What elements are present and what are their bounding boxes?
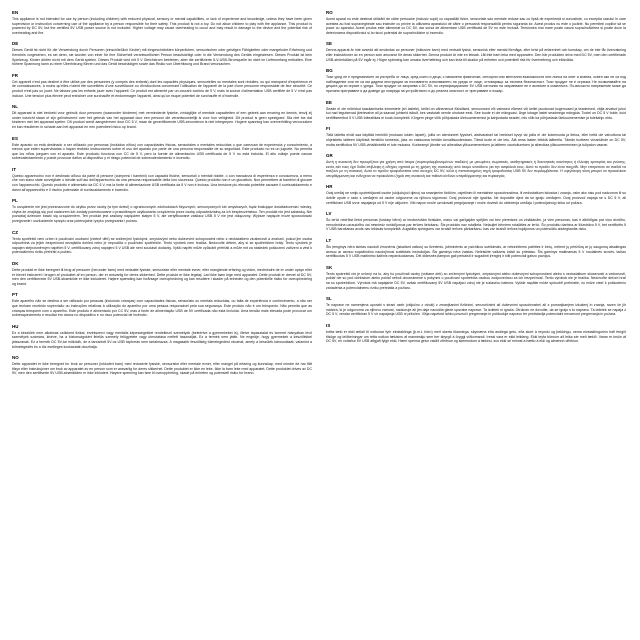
language-code: ES	[12, 135, 19, 141]
language-entry	[12, 324, 312, 349]
language-text: Dit apparaat is niet bedoeld voor gebruik door personen (waaronder kinderen) met verminderde fysieke, zintuiglijke of mentale capaciteiten of een gebrek aan ervaring en kennis, tenzij zij onder toezicht staan of zijn geïnstrueerd over het gebruik van het apparaat door een persoon die verantwoordelijk is voor hun veiligheid. Dit product is geen speelgoed. Sta niet toe dat kinderen met het apparaat spelen. Dit product wordt aangedreven door DC 5 V, maar de gecertificeerde USB-stroombron is niet inbegrepen. Hogere spanning kan oververhitting veroorzaken en kan resulteren in schade aan het apparaat en een potentieel risico op brand.	[12, 111, 312, 129]
language-text: Cet appareil n'est pas destiné à être utilisé par des personnes (y compris des enfants) dont les capacités physiques, sensorielles ou mentales sont réduites, ou qui manquent d'expérience et de connaissances, à moins qu'elles n'aient été surveillées d'une surveillance ou d'instructions concernant l'utilisation de l'appareil de la part d'une personne responsable de leur sécurité. Ce produit n'est pas un jouet. Ne laissez pas les enfants jouer avec l'appareil. Ce produit est alimenté par un courant continu de 5 V, mais la source d'alimentation USB certifiée de 5 V n'est pas incluse. Une tension plus élevée peut entraîner une surchauffe et endommager l'appareil, ainsi qu'un risque potentiel de surchauffe et d'incendie.	[12, 79, 312, 98]
language-code: IS	[326, 322, 331, 328]
language-entry	[326, 323, 626, 344]
language-entry	[326, 100, 626, 121]
language-entry	[12, 167, 312, 192]
language-code: EN	[12, 10, 19, 15]
language-text: Този уред не е предназначен за употреба от лица, сред които и деца, с намалени физически, сензорни или ментални възможности или липса на опит и знания, освен ако не са под наблюдение или не са им дадени инструкции за ползването използването на уреда от лице, отговарящо за тяхната безопасност. Този продукт не е играчка. Не позволявайте на децата да си играят с уреда. Този продукт се захранва с DC 5V, но сертифицираният 5V USB източник на захранване не е включен в комплекта. По-високото напрежение може да причини прегряване и да доведе до повреда на устройството и до реална опасност от прегряване и пожар.	[326, 75, 626, 93]
language-entry	[12, 261, 312, 286]
language-entry	[12, 355, 312, 376]
language-code: NL	[12, 104, 19, 110]
language-code: LT	[326, 238, 332, 244]
language-text: Ovaj uređaj ne smiju upotrebljavati osobe (uključujući djecu) sa smanjenim fizičkim, osjetilnim ili mentalnim sposobnostima, ili nedostatkom iskustva i znanja, osim ako nisu pod nadzorom ili su dobile upute o radu s uređajem od osobe odgovorne za njihovu sigurnost. Ovaj proizvod nije igračka. Ne dopustite djeci da se igraju uređajem. Ovaj proizvod napaja se s DC 5 V, ali certificirani USB izvor napajanja od 5 V nije uključen. Viši napon može uzrokovati pregrijavanje i može dovesti do oštećenja uređaja i potencijalnog rizika od požara.	[326, 191, 626, 205]
language-code: SE	[326, 41, 333, 47]
language-text: Αυτή η συσκευή δεν προορίζεται για χρήση από άτομα (συμπεριλαμβανομένων παιδιών) με μειωμένες σωματικές, αισθητηριακές ή διανοητικές ικανότητες ή έλλειψη εμπειρίας και γνώσης, εκτός εάν τους έχει δοθεί επίβλεψη ή οδηγίες σχετικά με τη χρήση της συσκευής από άτομο υπεύθυνο για την ασφάλειά τους. Αυτό το προϊόν δεν είναι παιχνίδι. Μην επιτρέπετε σε παιδιά να παίζουν με τη συσκευή. Αυτό το προϊόν τροφοδοτείται από συνεχές DC 5V, αλλά η πιστοποιημένη πηγή τροφοδοσίας USB 5V δεν περιλαμβάνεται. Η υψηλότερη τάση μπορεί να προκαλέσει υπερθέρμανση και ενδέχεται να προκαλέσει ζημιά στη συσκευή και πιθανό κίνδυνο υπερθέρμανσης και πυρκαγιάς.	[326, 160, 626, 178]
language-entry	[12, 230, 312, 255]
language-code: HR	[326, 184, 333, 190]
language-entry	[12, 292, 312, 317]
language-text: This appliance is not intended for use by person (including children) with reduced physical, sensory or mental capabilities, or lack of experience and knowledge, unless they have been given supervision or instruction concerning use of the appliance by a person responsible for their safety. This product is not a toy. Do not allow children to play with the appliance. This product is powered by DC 5V, but the certified 5V USB power source is not included. Higher voltage may cause overheating to occur and may result in damage to the device and the potential risk of overheating and fire.	[12, 17, 312, 35]
language-entry	[326, 153, 626, 178]
language-text: Tätä laitetta eivät saa käyttää henkilöt (mukaan lukien lapset), joilla on alentuneet fyysiset, aistivaraiset tai henkiset kyvyt tai joilla ei ole kokemusta ja tietoa, ellei heitä ole valvottuna tai ohjeistettu laitteen käytöstä henkilön toimesta, joka on vastuussa heidän turvallisuudestaan. Tämä tuote ei ole lelu. Älä anna lasten leikkiä laitteella. Tämän tuotteen virranlähde on DC 5V, mutta sertifioitua 5V USB-virtalähdettä ei tule mukana. Korkeampi jännite voi aiheuttaa ylikuumenemisen ja laitteen vaurioitumisen ja aiheuttaa ylikuumenemisen ja tulipalon vaaran.	[326, 133, 626, 147]
column-right	[326, 10, 626, 634]
language-code: PT	[12, 292, 18, 298]
language-text: Este aparelho não se destina a ser utilizado por pessoas (incluindo crianças) com capacidades físicas, sensoriais ou mentais reduzidas, ou falta de experiência e conhecimento, a não ser que tenham recebido supervisão ou instruções relativas à utilização do aparelho por uma pessoa responsável pela sua segurança. Este produto não é um brinquedo. Não permita que as crianças brinquem com o aparelho. Este produto é alimentado por CC 5V, mas a fonte de alimentação USB de 5V certificada não está incluída. Uma tensão mais elevada pode provocar um sobreaquecimento e resultar em danos no dispositivo e no risco potencial de incêndio.	[12, 299, 312, 318]
language-text: Šo ierīci nedrīkst lietot personas (tostarp bērni) ar ierobežotām fiziskām, maņu vai garīgajām spējām vai bez pieredzes un zināšanām, ja vien personas, kas ir atbildīgas par viņu drošību, nenodrošina uzraudzību vai nesniedz norādījumus par ierīces lietošanu. Šis produkts nav rotaļlieta. Neļaujiet bērniem rotaļāties ar ierīci. Šo produktu darbina ar līdzstrāvu 5 V, bet sertificēts 5 V USB barošanas avots nav iekļauts komplektā. Augstāks spriegums var izraisīt ierīces pārkaršanu, kas var izraisīt ierīces bojājumus un potenciālu aizdegšanās risku.	[326, 218, 626, 232]
language-text: To urządzenie nie jest przeznaczone do użytku przez osoby (w tym dzieci) o ograniczonych zdolnościach fizycznych, sensorycznych lub umysłowych, bądź brakujące doświadczenia i wiedzy, chyba że znajdują się pod nadzorem lub zostały poinstruowane o prawidłowym użytkowaniu urządzenia przez osobę odpowiedzialną za ich bezpieczeństwo. Ten produkt nie jest zabawką. Nie pozwalaj dzieciom bawić się urządzeniem. Ten produkt jest zasilany napięciem stałym 5 V, ale certyfikowane zasilacz USB 5 V nie jest dołączony. Wyższe napięcie może spowodować przegrzanie i uszkodzenie sprzętu oraz potencjalne ryzyko przegrzania i pożaru.	[12, 205, 312, 224]
language-text: Dieses Gerät ist nicht für die Verwendung durch Personen (einschließlich Kinder) mit eingeschränkten körperlichen, sensorischen oder geistigen Fähigkeiten oder mangelnder Erfahrung und Kenntnis vorgesehen, es sei denn, sie wurden von einer für ihre Sicherheit verantwortlichen Person beaufsichtigt oder in die Verwendung des Geräts eingewiesen. Dieses Produkt ist kein Spielzeug. Kinder dürfen nicht mit dem Gerät spielen. Dieses Produkt wird mit 5 V Gleichstrom betrieben, aber die zertifizierte 5-V-USB-Stromquelle ist nicht im Lieferumfang enthalten. Eine höhere Spannung kann zu einer Überhitzung führen und das Gerät beschädigen sowie das Risiko von Überhitzung und Brand verursachen.	[12, 48, 312, 67]
language-text: Acest aparat nu este destinat utilizării de către persoane (inclusiv copii) cu capacități fizice, senzoriale sau mentale reduse sau cu lipsă de experiență și cunoștințe, cu excepția cazului în care acestea au fost supravegheate sau instruite cu privire la utilizarea aparatului de către o persoană responsabilă pentru siguranța lor. Acest produs nu este o jucărie. Nu permiteți copiilor să se joace cu aparatul. Acest produs este alimentat cu DC 5V, dar sursa de alimentare USB certificată de 5V nu este inclusă. Tensiunea mai mare poate cauza supraîncălzirea și poate duce la deteriorarea dispozitivului și la riscul potențial de supraîncălzire și incendiu.	[326, 17, 626, 35]
language-code: EE	[326, 99, 333, 105]
language-text: Este aparato no está destinado a ser utilizado por personas (incluidos niños) con capacidades físicas, sensoriales o mentales reducidas o que carezcan de experiencia y conocimiento, a menos que estén supervisadas o hayan recibido instrucciones sobre el uso del aparato por parte de una persona responsable de su seguridad. Este producto no es un juguete. No permita que los niños jueguen con el aparato. Este producto funciona con CC de 5 V, pero la fuente de alimentación USB certificada de 5 V no está incluida. El alto voltaje puede causar sobrecalentamiento y puede provocar daños al dispositivo y el riesgo potencial de sobrecalentamiento e incendio.	[12, 142, 312, 161]
language-entry	[326, 238, 626, 259]
language-entry	[326, 296, 626, 317]
language-entry	[326, 41, 626, 62]
language-code: PL	[12, 198, 18, 204]
language-entry	[12, 10, 312, 35]
language-entry	[326, 10, 626, 35]
language-entry	[12, 104, 312, 129]
language-text: Tento spotřebič není určen k používání osobami (včetně dětí) se sníženými fyzickými, smyslovými nebo duševními schopnostmi nebo s nedostatkem zkušeností a znalostí, pokud jim osoba odpovědná za jejich bezpečnost nezajistila dohled nebo je nepoučila o používání spotřebiče. Tento výrobek není hračka. Nedovolte dětem, aby si se spotřebičem hrály. Tento výrobek je napájen stejnosměrným napětím 5 V, certifikovaný zdroj napájení 5 V USB ale není součástí dodávky. Vyšší napětí může způsobit přehřátí a může mít za následek poškození zařízení a vést k potenciálnímu riziku přehřátí a požáru.	[12, 236, 312, 255]
language-text: Denna apparat är inte avsedd att användas av personer (inklusive barn) med nedsatt fysisk, sensorisk eller mental förmåga, eller brist på erfarenhet och kunskap, om de inte får övervakning eller instruktioner av en person som ansvarar för deras säkerhet. Denna produkt är inte en leksak. Låt inte barn leka med apparaten. Den här produkten drivs med DC 5V, men den certifierade USB-strömkällan på 5V ingår ej. Högre spänning kan orsaka överhettning och kan leda till skador på enheten och potentiell risk för överhettning och eldsvåda.	[326, 48, 626, 62]
language-code: CZ	[12, 229, 19, 235]
language-code: DK	[12, 261, 19, 266]
language-text: Tento spotrebič nie je určený na to, aby ho používali osoby (vrátane detí) so zníženými fyzickými, zmyslovými alebo duševnými schopnosťami alebo s nedostatkom skúseností a vedomostí, pokiaľ nie sú pod dohľadom alebo pokiaľ neboli oboznámené s pokynmi o používaní spotrebiča osobou zodpovednou za ich bezpečnosť. Tento výrobok nie je hračka. Nedovoľte deťom hrať sa so spotrebičom. Výrobok má napájanie DC 5V, avšak certifikovaný 5V USB napájací zdroj nie je súčasťou balenia. Vyššie napätie môže spôsobiť prehriatie, čo môže viesť k poškodeniu zariadenia a potenciálnemu riziku prehriatia a požiaru.	[326, 271, 626, 290]
language-text: Þetta tæki er ekki ætlað til notkunar fyrir einstaklinga (þ.m.t. börn) með skerta líkamlega, skynræna eða andlega getu, eða skort á reynslu og þekkingu, nema einstaklingurinn hafi fengið tilsögn og leiðbeiningar um rétta notkun tækisins af manneskju sem ber ábyrgð á öryggi viðkomandi. Þessi vara er ekki leikfang. Ekki leyfa börnum að leika sér með tækið. Varan er knúin af DC 5V, en vottaður 5V USB aflgjafi fylgir ekki. Hærri spenna getur valdið ofhitnun og skemmdum á tækinu, svo ekki sé minnst á hættu á eldi og almennri ofhitnun.	[326, 329, 626, 344]
language-code: SL	[326, 296, 332, 302]
language-entry	[12, 41, 312, 66]
language-entry	[326, 126, 626, 147]
language-code: RO	[326, 10, 333, 15]
language-entry	[326, 265, 626, 290]
language-text: Šis įrenginys nėra skirtas naudoti žmonėms (įskaitant vaikus) su fizinėmis, jutiminėmis ar psichikos sutrikimais, ar neturintiems patirties ir žinių, nebent jų priežiūrą ar jų saugumą atsakingas asmuo ar asmuo supažindino naudojimosi suteiktais instrukcijas. Šis gaminys nėra žaislas. Neleiskite vaikams žaisti su prietaisu. Šis gaminys maitinamas 5 V nuolatinės srovės, tačiau sertifikuotas 5 V USB maitinimo šaltinis neparduodamas. Dėl didesnės įtampos gali perkaisti ir sugadinti įrenginį ir kilti potenciali gaisro pavojus.	[326, 245, 626, 259]
language-entry	[326, 211, 626, 232]
language-entry	[326, 68, 626, 93]
language-code: FR	[12, 72, 19, 78]
language-entry	[12, 198, 312, 223]
language-code: GR	[326, 153, 333, 159]
language-text: Te naprave ne namenjena uporabi s strani oseb (vključno z otroki) z zmanjšanimi fizičnimi, senzoričnimi ali duševnimi sposobnostmi ali s pomanjkanjem izkušenj in znanja, razen če jih nadzira, ki je odgovorna za njihovo varnost, nadzoruje ali jim daje navodila glede uporabe naprave. Ta izdelek ni igrača. Otrokom ne dovolite, da se igrajo s to napravo. Ta izdelek se napaja z DC 5 V, vendar certificiran 5 V vir napajanja USB ni priložen. Višja napetost lahko povzroči pregrevanje in poškoduje napravo ter predstavlja potencialni nevarnost pregrevanja in požara.	[326, 303, 626, 317]
language-text: Ez a készülék nem alkalmas csökkent fizikai, érzékszervi vagy mentális képességekkel rendelkező személyek (beleértve a gyermekeket is), illetve tapasztalat és ismeret hiányában lévő személyek számára, kivéve, ha a biztonságukért felelős személy felügyelete vagy útmutatása mellett használják. Ez a termék nem játék. Ne engedje, hogy gyermekek a készülékkel játsszanak. Ez a termék DC 5V-tal működik, de a tanúsított 5V-os USB tápforrás nem tartalmazza. A magasabb feszültség túlmelegedést okozhat, amely a készülék károsodását, valamint a túlmelegedés és a tűz esetleges kockázatát okozhatja.	[12, 330, 312, 349]
language-code: FI	[326, 126, 331, 132]
language-entry	[12, 136, 312, 161]
language-text: Dette produkt er ikke beregnet til brug af personer (herunder børn) med nedsatte fysiske, sensoriske eller mentale evner, eller manglende erfaring og viden, medmindre de er under opsyn eller er blevet instrueret i brugen af produktet af en person, der er ansvarlig for deres sikkerhed. Dette produkt er ikke legetøj. Lad ikke børn lege med apparatet. Dette produkt er drevet af DC 5V, men den certificerede 5V USB-strømkilde er ikke inkluderet. Højere spænding kan forårsage overophedning og kan resultere i skader på enheden og den potentielle risiko for overophedning og brand.	[12, 268, 312, 286]
column-left	[12, 10, 312, 634]
language-entry	[12, 73, 312, 98]
language-code: IT	[12, 166, 17, 172]
language-text: Questo apparecchio non è destinato all'uso da parte di persone (compresi i bambini) con capacità fisiche, sensoriali o mentali ridotte, o con mancanza di esperienza e conoscenza, a meno che non siano state sorvegliate o istruite sull'uso dell'apparecchio da una persona responsabile della loro sicurezza. Questo prodotto non è un giocattolo. Non permettere ai bambini di giocare con l'apparecchio. Questo prodotto è alimentato da DC 5 V, ma la fonte di alimentazione USB certificata da 5 V non è inclusa. Una tensione più elevata potrebbe causare il surriscaldamento e danni all'apparecchio e il rischio potenziale di surriscaldamento e incendio.	[12, 173, 312, 192]
language-code: SK	[326, 264, 333, 270]
language-entry	[326, 184, 626, 205]
language-code: HU	[12, 323, 19, 329]
language-code: BG	[326, 68, 333, 74]
language-code: DE	[12, 41, 19, 47]
language-code: LV	[326, 211, 332, 217]
language-text: Seade ei ole mõeldud kasutamiseks inimestele (sh lastele), kellel on vähenenud füüsilised, sensoorsed või vaimsed võimed või kellel puuduvad kogemused ja teadmised, välja arvatud juhul kui nad tegutsevad järelevalve all ja saavad juhiseid isikult, kes vastutab nende ohutuse eest. See toode ei ole mänguasi. Ärge lubage lastel seadmega mängida. Tootel on DC 5 V toide, kuid sertifitseeritud 5 V USB toiteallikas ei kuulu komplekti. Kõrgem pinge võib põhjustada ülekuumenemist ja kahjustada seadet, mis võib ka põhjustada ülekuumenemise ja tulekahju ohtu.	[326, 106, 626, 120]
language-code: NO	[12, 355, 19, 361]
language-text: Dette apparatet er ikke beregnet for bruk av personer (inkludert barn) med reduserte fysiske, sensoriske eller mentale evner, eller mangel på erfaring og kunnskap, med mindre de har fått tilsyn eller instruksjoner om bruk av apparatet av en person som er ansvarlig for deres sikkerhet. Dette produktet er ikke en leke. Ikke la barn leke med apparatet. Dette produktet drives av DC 5V, men den sertifiserte 5V USB-strømkilden er ikke inkludert. Høyere spenning kan føre til overoppheting, skade på enheten og potensiell risiko for brann.	[12, 362, 312, 376]
